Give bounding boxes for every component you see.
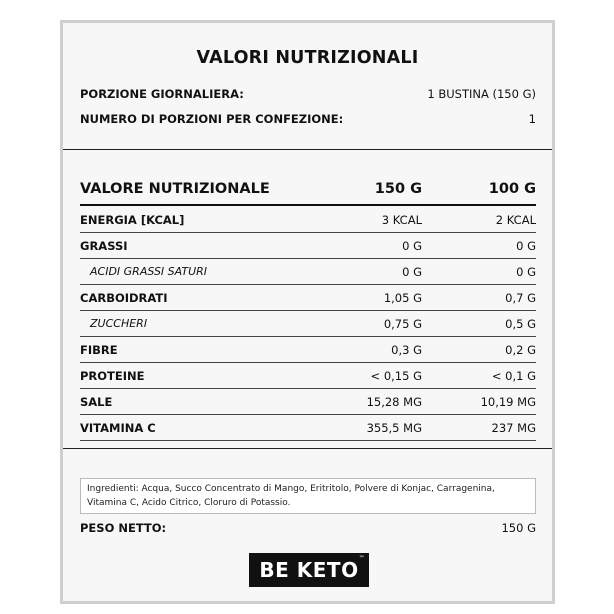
- serving-size-row: [80, 87, 536, 101]
- servings-per-pack-label: NUMERO DI PORZIONI PER CONFEZIONE:: [80, 112, 344, 126]
- nutrient-name: ENERGIA [KCAL]: [80, 213, 185, 227]
- header-per-serving: 150 G: [374, 181, 422, 197]
- table-row: [80, 233, 536, 259]
- nutrient-name: ACIDI GRASSI SATURI: [90, 265, 208, 278]
- nutrient-name: CARBOIDRATI: [80, 291, 168, 305]
- value-per-100g: 0,5 G: [505, 317, 536, 331]
- table-row: [80, 259, 536, 285]
- value-per-100g: 0 G: [516, 265, 536, 279]
- value-per-serving: < 0,15 G: [370, 369, 422, 383]
- table-header-rule: [80, 204, 536, 206]
- table-header: [80, 181, 536, 199]
- nutrient-name: FIBRE: [80, 343, 118, 357]
- brand-logo-text: BE KETO: [259, 558, 359, 582]
- header-per-100g: 100 G: [488, 181, 536, 197]
- net-weight-row: [80, 521, 536, 535]
- serving-size-value: 1 BUSTINA (150 G): [427, 87, 536, 101]
- brand-logo: [249, 553, 369, 587]
- table-row: [80, 363, 536, 389]
- table-row: [80, 415, 536, 441]
- serving-size-label: PORZIONE GIORNALIERA:: [80, 87, 244, 101]
- value-per-serving: 0 G: [402, 265, 422, 279]
- value-per-100g: 237 MG: [491, 421, 536, 435]
- value-per-serving: 3 KCAL: [381, 213, 422, 227]
- nutrient-name: VITAMINA C: [80, 421, 156, 435]
- servings-per-pack-row: [80, 112, 536, 126]
- nutrient-name: PROTEINE: [80, 369, 145, 383]
- value-per-100g: 10,19 MG: [480, 395, 536, 409]
- net-weight-value: 150 G: [501, 521, 536, 535]
- section-divider-bottom: [63, 448, 552, 449]
- value-per-serving: 1,05 G: [383, 291, 422, 305]
- servings-per-pack-value: 1: [528, 112, 536, 126]
- value-per-100g: 2 KCAL: [495, 213, 536, 227]
- nutrition-label: [60, 20, 555, 604]
- header-nutrient: VALORE NUTRIZIONALE: [80, 181, 270, 197]
- value-per-serving: 0 G: [402, 239, 422, 253]
- table-row: [80, 285, 536, 311]
- value-per-serving: 15,28 MG: [366, 395, 422, 409]
- trademark-mark: ™: [358, 555, 365, 562]
- nutrient-name: SALE: [80, 395, 113, 409]
- net-weight-label: PESO NETTO:: [80, 521, 167, 535]
- value-per-serving: 0,3 G: [391, 343, 422, 357]
- table-row: [80, 337, 536, 363]
- nutrient-name: GRASSI: [80, 239, 128, 253]
- nutrient-name: ZUCCHERI: [90, 317, 148, 330]
- table-row: [80, 207, 536, 233]
- section-divider-top: [63, 149, 552, 150]
- ingredients-box: Ingredienti: Acqua, Succo Concentrato di Mango, Eritritolo, Polvere di Konjac, Carragenina, Vitamina C, Acido Citrico, Cloruro di Potassio.: [80, 478, 536, 514]
- value-per-100g: < 0,1 G: [491, 369, 536, 383]
- table-row: [80, 311, 536, 337]
- label-title: VALORI NUTRIZIONALI: [196, 48, 419, 68]
- value-per-serving: 0,75 G: [383, 317, 422, 331]
- value-per-100g: 0 G: [516, 239, 536, 253]
- value-per-100g: 0,2 G: [505, 343, 536, 357]
- table-row: [80, 389, 536, 415]
- value-per-100g: 0,7 G: [505, 291, 536, 305]
- value-per-serving: 355,5 MG: [366, 421, 422, 435]
